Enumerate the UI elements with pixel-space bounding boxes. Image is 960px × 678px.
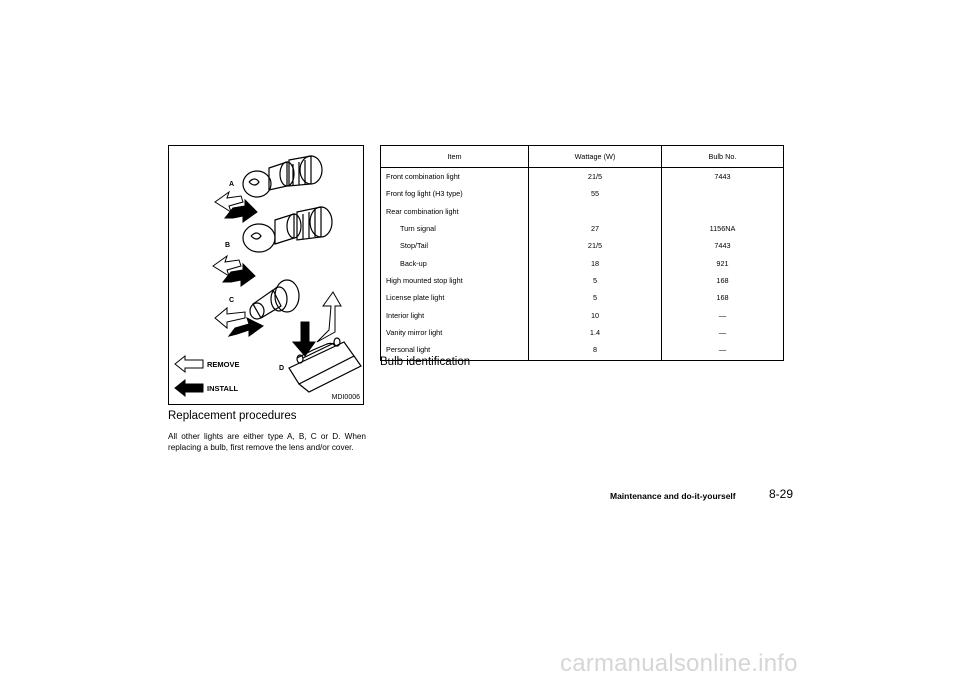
cell-item: Rear combination light xyxy=(386,206,459,216)
cell-item: Turn signal xyxy=(400,224,436,234)
header-bulb-no: Bulb No. xyxy=(662,146,784,168)
label-a: A xyxy=(229,181,235,188)
cell-wattage xyxy=(529,203,662,220)
table-row xyxy=(381,254,784,271)
header-item: Item xyxy=(381,146,529,168)
cell-bulb: 7443 xyxy=(662,168,784,186)
label-b: B xyxy=(225,242,231,249)
table-row xyxy=(381,168,784,186)
page-number: 8-29 xyxy=(769,487,794,501)
arrows-a xyxy=(215,192,257,222)
legend-arrows xyxy=(175,356,203,396)
table-row xyxy=(381,272,784,289)
cell-item: Front combination light xyxy=(386,172,460,182)
figure-code: MDI0006 xyxy=(331,394,360,401)
label-d: D xyxy=(279,365,285,372)
bulb-replacement-figure xyxy=(168,145,364,405)
cell-wattage: 1.4 xyxy=(529,324,662,341)
replacement-title: Replacement procedures xyxy=(168,410,297,422)
header-wattage: Wattage (W) xyxy=(529,146,662,168)
cell-bulb: 1156NA xyxy=(662,220,784,237)
cell-bulb xyxy=(662,203,784,220)
table-header-row xyxy=(381,146,784,168)
socket-a-illustration xyxy=(243,156,322,197)
cell-bulb xyxy=(662,185,784,202)
label-c: C xyxy=(229,297,235,304)
table-row xyxy=(381,289,784,306)
table-row xyxy=(381,237,784,254)
cell-item: Personal light xyxy=(386,345,431,355)
table-row xyxy=(381,220,784,237)
cell-wattage: 5 xyxy=(529,289,662,306)
cell-item: Vanity mirror light xyxy=(386,327,443,337)
cell-wattage: 21/5 xyxy=(529,237,662,254)
cell-item: Interior light xyxy=(386,310,425,320)
cell-bulb: — xyxy=(662,306,784,323)
replacement-text: All other lights are either type A, B, C or D. When replacing a bulb, first remove the lens and/or cover. xyxy=(168,432,366,452)
cell-wattage: 8 xyxy=(529,341,662,361)
cell-wattage: 18 xyxy=(529,254,662,271)
cell-wattage: 27 xyxy=(529,220,662,237)
socket-b-illustration xyxy=(243,207,332,252)
cell-wattage: 21/5 xyxy=(529,168,662,186)
table-row xyxy=(381,203,784,220)
cell-bulb: — xyxy=(662,324,784,341)
bulb-diagram xyxy=(169,146,365,406)
table-row xyxy=(381,324,784,341)
socket-c-illustration xyxy=(250,280,299,319)
cell-bulb: — xyxy=(662,341,784,361)
cell-bulb: 7443 xyxy=(662,237,784,254)
legend-remove: REMOVE xyxy=(207,360,240,369)
footer-section-label: Maintenance and do-it-yourself xyxy=(610,491,736,501)
cell-item: High mounted stop light xyxy=(386,275,463,285)
cell-wattage: 5 xyxy=(529,272,662,289)
table-row xyxy=(381,306,784,323)
arrows-c xyxy=(215,308,263,336)
watermark: carmanualsonline.info xyxy=(560,650,798,677)
cell-item: Back-up xyxy=(400,258,427,268)
cell-bulb: 168 xyxy=(662,289,784,306)
table-row xyxy=(381,185,784,202)
cell-wattage: 55 xyxy=(529,185,662,202)
cell-bulb: 921 xyxy=(662,254,784,271)
cell-wattage: 10 xyxy=(529,306,662,323)
legend-install: INSTALL xyxy=(207,384,239,393)
arrows-b xyxy=(213,256,255,286)
cell-item: Stop/Tail xyxy=(400,241,428,251)
cell-item: License plate light xyxy=(386,293,445,303)
cell-bulb: 168 xyxy=(662,272,784,289)
bulb-identification-title: Bulb identification xyxy=(380,356,471,368)
bulb-table xyxy=(380,145,784,361)
cell-item: Front fog light (H3 type) xyxy=(386,189,463,199)
